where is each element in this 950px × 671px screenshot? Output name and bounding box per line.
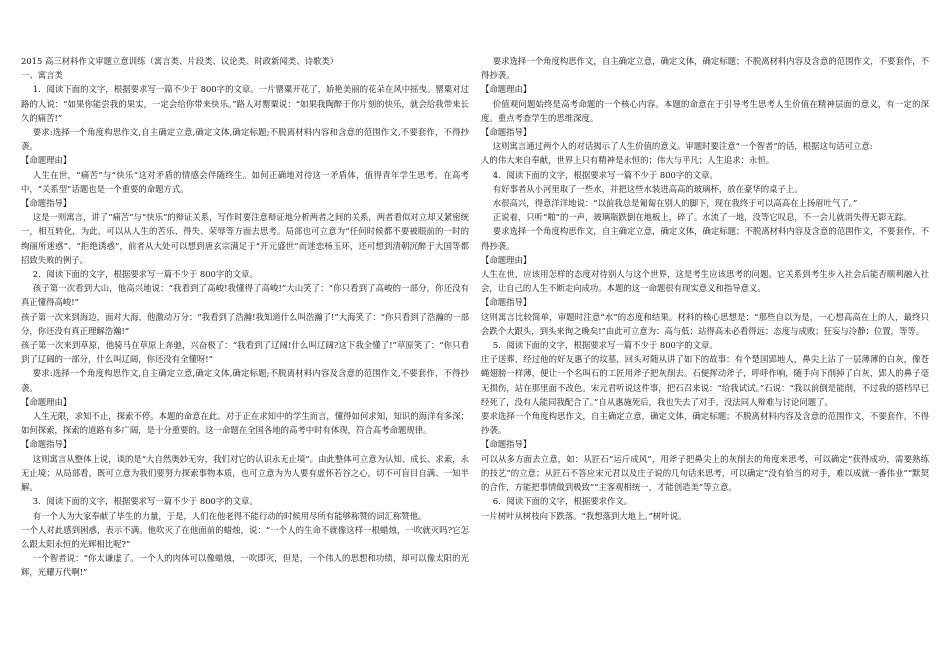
story-paragraph: 水很高兴，得意洋洋地说：“以前我总是匍匐在别人的脚下，现在我终于可以高高在上扬眉吐气了。” [492, 198, 858, 209]
story-paragraph: 庄子送葬，经过他的好友惠子的坟墓，回头对随从讲了如下的故事：有个楚国郢地人，鼻尖上沾了一层薄薄的白灰，像苍蝇翅膀一样薄，便让一个名叫石的工匠用斧子把灰削去。石便挥动斧子，呼呼作响，随手向下削掉了白灰，郢人的鼻子毫无损伤，站在那里面不改色。宋元君听说这件事，把石召来说：“给我试试。”石说：“我以前倒是能削，不过我的搭档早已经死了，没有人能同我配合了。”自从惠施死后，我也失去了对手，没法同人辩难与讨论问题了。 [481, 354, 929, 407]
story-paragraph: 有一个人为大家奉献了毕生的力量，于是，人们在他老得不能行动的时候用尽所有能够称赞的词汇称赞他。 [32, 510, 427, 521]
right-column [481, 54, 929, 523]
story-paragraph: 正说着，只听“啪”的一声，玻璃瓶跌倒在地板上，碎了。水流了一地，没等它叹息，不一会儿就消失得无影无踪。 [492, 212, 912, 223]
story-paragraph: 一个人对此感到困惑，表示不满。他吹灭了在他面前的蜡烛，说：“一个人的生命不就像这样一根蜡烛，一吹就灭吗?它怎么跟太阳永恒的光辉相比呢?” [21, 524, 469, 549]
requirement-text: 要求选择一个角度构思作文，自主确定立意，确定文体，确定标题；不脱离材料内容及含意的范围作文，不要套作，不得抄袭。 [481, 56, 929, 81]
rationale-heading: 【命题理由】 [481, 84, 532, 95]
question-2: 2．阅读下面的文字，根据要求写一篇不少于 800字的文章。 [32, 269, 258, 280]
story-paragraph: 一片树叶从树枝向下跌落。“我想落到大地上。”树叶说。 [481, 510, 687, 521]
rationale-heading: 【命题理由】 [21, 155, 72, 166]
rationale-text: 价值观问题始终是高考命题的一个核心内容。本题的命意在于引导考生思考人生价值在精神层面的意义，有一定的深度。重点考查学生的思维深度。 [481, 98, 929, 123]
requirement-text: 要求:选择一个角度构思作文,自主确定立意,确定文体,确定标题;不脱离材料内容及含意的范围作文,不要套作，不得抄袭。 [21, 368, 469, 393]
guidance-text: 人的伟大来自奉献，世界上只有精神是永恒的；伟大与平凡；人生追求：永恒。 [481, 155, 775, 166]
question-1: 1．阅读下面的文字，根据要求写一篇不少于 800字的文章。一片罂粟开花了，娇艳美丽的花朵在风中摇曳。罂粟对过路的人说：“如果你能尝我的果实，一定会给你带来快乐。”路人对罂粟说：“如果我陶醉于你片刻的快乐，就会给我带来长久的痛苦!” [21, 84, 469, 123]
question-4: 4．阅读下面的文字，根据要求写一篇不少于 800字的文章。 [492, 169, 718, 180]
guidance-heading: 【命题指导】 [481, 127, 532, 138]
left-column [21, 54, 469, 580]
story-paragraph: 有好事者从小河里取了一些水，并把这些水装进高高的玻璃杯，放在豪华的桌子上。 [492, 183, 803, 194]
question-6: 6．阅读下面的文字，根据要求作文。 [492, 496, 633, 507]
guidance-text: 这则寓言通过两个人的对话揭示了人生价值的意义。审题时要注意“一个智者”的话，根据这句话可立意: [492, 141, 873, 152]
rationale-text: 人生无限，求知不止，探索不停。本题的命意在此。对于正在求知中的学生而言，懂得如何求知，知识的海洋有多深；如何探索，探索的道路有多广阔，是十分重要的。这一命题在全国各地的高考中时有体现，符合高考命题规律。 [21, 411, 469, 436]
guidance-text: 这是一则寓言，讲了“痛苦”与“快乐”的辩证关系，写作时要注意辩证地分析两者之间的关系，两者看似对立却又紧密统一，相互转化，为此，可以从人生的苦乐、得失、荣辱等方面去思考。局部也可立意为“任何时候都不要被眼前的一时的绚丽所迷惑”、“拒绝诱惑”，前者从大处可以想到唐玄宗满足于“开元盛世”而迷恋杨玉环，还可想到清朝沉醉于大国等都招致失败的例子。 [21, 212, 469, 265]
rationale-heading: 【命题理由】 [481, 254, 532, 265]
requirement-text: 要求选择一个角度构思作文，自主确定立意，确定文体，确定标题；不脱离材料内容及含意的范围作文，不要套作，不得抄袭。 [481, 411, 929, 436]
guidance-text: 这则寓言比较简单，审题时注意“水”的态度和结果。材料的核心思想是：“那些自以为是，一心想高高在上的人，最终只会跌个大跟头，到头来徇之晚矣!”由此可立意为：高与低；站得高未必看得远；态度与成败；狂妄与冷静；位置，等等。 [481, 311, 929, 336]
question-5: 5．阅读下面的文字，根据要求写一篇不少于 800字的文章。 [492, 340, 718, 351]
requirement-text: 要求选择一个角度构思作文，自主确定立意，确定文体，确定标题；不脱离材料内容及含意的范围作文，不要套作，不得抄袭。 [481, 226, 929, 251]
story-paragraph: 孩子第一次来到草原，他骑马在草原上奔驰，兴奋极了：“我看到了辽阔!什么叫辽阔?这下我全懂了!”草原笑了：“你只看到了辽阔的一部分，什么叫辽阔，你还没有全懂呀!” [21, 340, 469, 365]
guidance-text: 这则寓言从整体上说，谈的是“大自然奥妙无穷，我们对它的认识永无止境”。由此整体可立意为认知、成长、求索，永无止境；从局部看，既可立意为我们要努力探索事物本质，也可立意为为人要有虚怀若谷之心，切不可盲目自满、一知半解。 [21, 453, 469, 493]
story-paragraph: 孩子第一次看到大山，他高兴地说：“我看到了高峻!我懂得了高峻!”大山笑了：“你只看到了高峻的一部分，你还没有真正懂得高峻!” [21, 283, 469, 308]
rationale-heading: 【命题理由】 [21, 396, 72, 407]
story-paragraph: 一个智者说：“你太谦虚了。一个人的肉体可以像蜡烛，一吹即灭，但是，一个伟人的思想和功绩，却可以像太阳的光辉，光耀万代啊!” [21, 553, 469, 578]
rationale-text: 人生在世，应该用怎样的态度对待别人与这个世界，这是考生应该思考的问题。它关系到考生步入社会后能否顺利融入社会，让自己的人生不断走向成功。本题的这一命题很有现实意义和指导意义。 [481, 269, 929, 294]
question-3: 3．阅读下面的文字，根据要求写一篇不少于 800字的文章。 [32, 496, 258, 507]
rationale-text: 人生在世，“痛苦”与“快乐”这对矛盾的情感会伴随终生。如何正确地对待这一矛盾体，值得青年学生思考。在高考中，“关系型”话题也是一个重要的命题方式。 [21, 169, 469, 194]
guidance-heading: 【命题指导】 [481, 297, 532, 308]
guidance-text: 可以从多方面去立意，如：从匠石“运斤成风”，用斧子把鼻尖上的灰削去的角度来思考，可以确定“获得成功，需要熟练的技艺”的立意；从匠石不答应宋元君以及庄子说的几句话来思考，可以确定“没有恰当的对手，难以成就一番伟业”“默契的合作，方能把事情做到极致”“主客观相统一，才能创造美”等立意。 [481, 453, 929, 493]
document-title: 2015 高三材料作文审题立意训练（寓言类、片段类、议论类、时政新闻类、诗歌类） [21, 56, 339, 66]
section-heading: 一、寓言类 [21, 70, 63, 81]
guidance-heading: 【命题指导】 [21, 198, 72, 209]
guidance-heading: 【命题指导】 [481, 439, 532, 450]
requirement-text: 要求:选择一个角度构思作文,自主确定立意,确定文体,确定标题;不脱离材料内容和含意的范围作文,不要套作，不得抄袭。 [21, 127, 469, 152]
story-paragraph: 孩子第一次来到海边，面对大海，他激动万分：“我看到了浩瀚!我知道什么叫浩瀚了!”大海笑了：“你只看到了浩瀚的一部分，你还没有真正理解浩瀚!” [21, 311, 469, 336]
guidance-heading: 【命题指导】 [21, 439, 72, 450]
